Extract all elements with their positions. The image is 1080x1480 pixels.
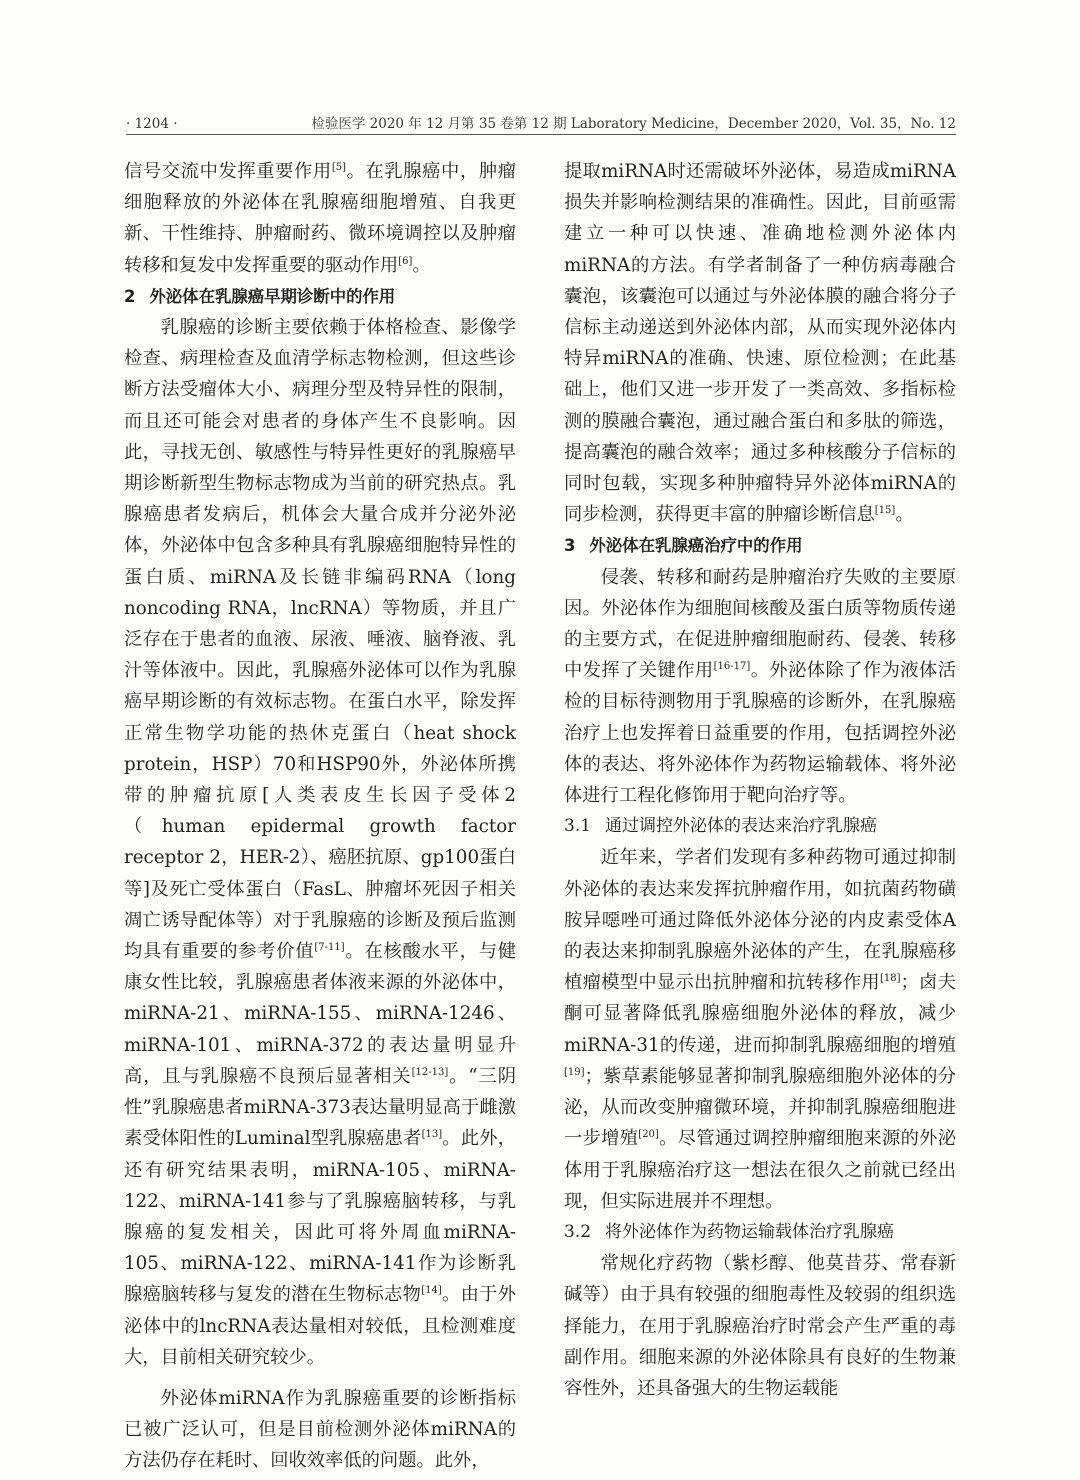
paragraph-treatment: 侵袭、转移和耐药是肿瘤治疗失败的主要原因。外泌体作为细胞间核酸及蛋白质等物质传递的主要方式，在促进肿瘤细胞耐药、侵袭、转移中发挥了关键作用[16-17]。外泌体除了作为液体活检的目标待测物用于乳腺癌的诊断外，在乳腺癌治疗上也发挥着日益重要的作用，包括调控外泌体的表达、将外泌体作为药物运输载体、将外泌体进行工程化修饰用于靶向治疗等。 — [564, 566, 956, 807]
subsection-heading-3-1: 3.1 通过调控外泌体的表达来治疗乳腺癌 — [564, 816, 878, 837]
subsection-heading-3-2: 3.2 将外泌体作为药物运输载体治疗乳腺癌 — [564, 1221, 895, 1242]
journal-info: 检验医学 2020 年 12 月第 35 卷第 12 期 Laboratory Medicine，December 2020，Vol. 35，No. 12 — [311, 116, 956, 132]
section-heading-2: 2 外泌体在乳腺癌早期诊断中的作用 — [124, 286, 396, 306]
citation[interactable]: [16-17] — [713, 661, 751, 673]
section-heading-3: 3 外泌体在乳腺癌治疗中的作用 — [564, 536, 803, 556]
citation[interactable]: [5] — [331, 162, 346, 173]
left-column — [124, 156, 516, 1477]
citation[interactable]: [12-13] — [411, 1066, 449, 1078]
citation[interactable]: [15] — [874, 505, 896, 517]
paragraph-continued-right: 提取miRNA时还需破坏外泌体，易造成miRNA损失并影响检测结果的准确性。因此，目前亟需建立一种可以快速、准确地检测外泌体内miRNA的方法。有学者制备了一种仿病毒融合囊泡，该囊泡可以通过与外泌体膜的融合将分子信标主动递送到外泌体内部，从而实现外泌体内特异miRNA的准确、快速、原位检测；在此基础上，他们又进一步开发了一类高效、多指标检测的膜融合囊泡，通过融合蛋白和多肽的筛选，提高囊泡的融合效率；通过多种核酸分子信标的同时包载，实现多种肿瘤特异外泌体miRNA的同步检测，获得更丰富的肿瘤诊断信息[15]。 — [564, 161, 956, 526]
citation[interactable]: [20] — [638, 1129, 659, 1141]
citation[interactable]: [14] — [421, 1285, 442, 1297]
paragraph-continued: 信号交流中发挥重要作用[5]。在乳腺癌中，肿瘤细胞释放的外泌体在乳腺癌细胞增殖、自我更新、干性维持、肿瘤耐药、微环境调控以及肿瘤转移和复发中发挥重要的驱动作用[6]。 — [124, 161, 517, 276]
paragraph-regulation: 近年来，学者们发现有多种药物可通过抑制外泌体的表达来发挥抗肿瘤作用，如抗菌药物磺胺异噁唑可通过降低外泌体分泌的内皮素受体A的表达来抑制乳腺癌外泌体的产生，在乳腺癌移植瘤模型中显示出抗肿瘤和抗转移作用[18]；卤夫酮可显著降低乳腺癌细胞外泌体的释放，减少miRNA-31的传递，进而抑制乳腺癌细胞的增殖[19]；紫草素能够显著抑制乳腺癌细胞外泌体的分泌，从而改变肿瘤微环境，并抑制乳腺癌细胞进一步增殖[20]。尽管通过调控肿瘤细胞来源的外泌体用于乳腺癌治疗这一想法在很久之前就已经出现，但实际进展并不理想。 — [564, 847, 957, 1212]
citation[interactable]: [18] — [880, 973, 901, 985]
right-column — [564, 156, 956, 1404]
paragraph-detection: 外泌体miRNA作为乳腺癌重要的诊断指标已被广泛认可，但是目前检测外泌体miRNA的方法仍存在耗时、回收效率低的问题。此外， — [124, 1387, 516, 1472]
citation[interactable]: [13] — [421, 1129, 443, 1141]
running-header — [126, 112, 956, 132]
paragraph-diagnosis: 乳腺癌的诊断主要依赖于体格检查、影像学检查、病理检查及血清学标志物检测，但这些诊断方法受瘤体大小、病理分型及特异性的限制，而且还可能会对患者的身体产生不良影响。因此，寻找无创、敏感性与特异性更好的乳腺癌早期诊断新型生物标志物成为当前的研究热点。乳腺癌患者发病后，机体会大量合成并分泌外泌体，外泌体中包含多种具有乳腺癌细胞特异性的蛋白质、miRNA及长链非编码RNA（long noncoding RNA，lncRNA）等物质，并且广泛存在于患者的血液、尿液、唾液、脑脊液、乳汁等体液中。因此，乳腺癌外泌体可以作为乳腺癌早期诊断的有效标志物。在蛋白水平，除发挥正常生物学功能的热休克蛋白（heat shock protein，HSP）70和HSP90外，外泌体所携带的肿瘤抗原[人类表皮生长因子受体2（human epidermal growth factor receptor 2，HER-2）、癌胚抗原、gp100蛋白等]及死亡受体蛋白（FasL、肿瘤坏死因子相关凋亡诱导配体等）对于乳腺癌的诊断及预后监测均具有重要的参考价值[7-11]。在核酸水平，与健康女性比较，乳腺癌患者体液来源的外泌体中，miRNA-21、miRNA-155、miRNA-1246、miRNA-101、miRNA-372的表达量明显升高，且与乳腺癌不良预后显著相关[12-13]。“三阴性”乳腺癌患者miRNA-373表达量明显高于雌激素受体阳性的Luminal型乳腺癌患者[13]。此外，还有研究结果表明，miRNA-105、miRNA-122、miRNA-141参与了乳腺癌脑转移，与乳腺癌的复发相关，因此可将外周血miRNA-105、miRNA-122、miRNA-141作为诊断乳腺癌脑转移与复发的潜在生物标志物[14]。由于外泌体中的lncRNA表达量相对较低，且检测难度大，目前相关研究较少。 — [124, 317, 517, 1368]
page-number: · 1204 · — [126, 116, 178, 132]
citation[interactable]: [7-11] — [314, 942, 345, 954]
paragraph-drug-carrier: 常规化疗药物（紫杉醇、他莫昔芬、常春新碱等）由于具有较强的细胞毒性及较弱的组织选择能力，在用于乳腺癌治疗时常会产生严重的毒副作用。细胞来源的外泌体除具有良好的生物兼容性外，还具备强大的生物运载能 — [564, 1253, 956, 1399]
citation[interactable]: [19] — [564, 1066, 585, 1078]
header-rule — [126, 134, 956, 135]
citation[interactable]: [6] — [398, 255, 413, 267]
